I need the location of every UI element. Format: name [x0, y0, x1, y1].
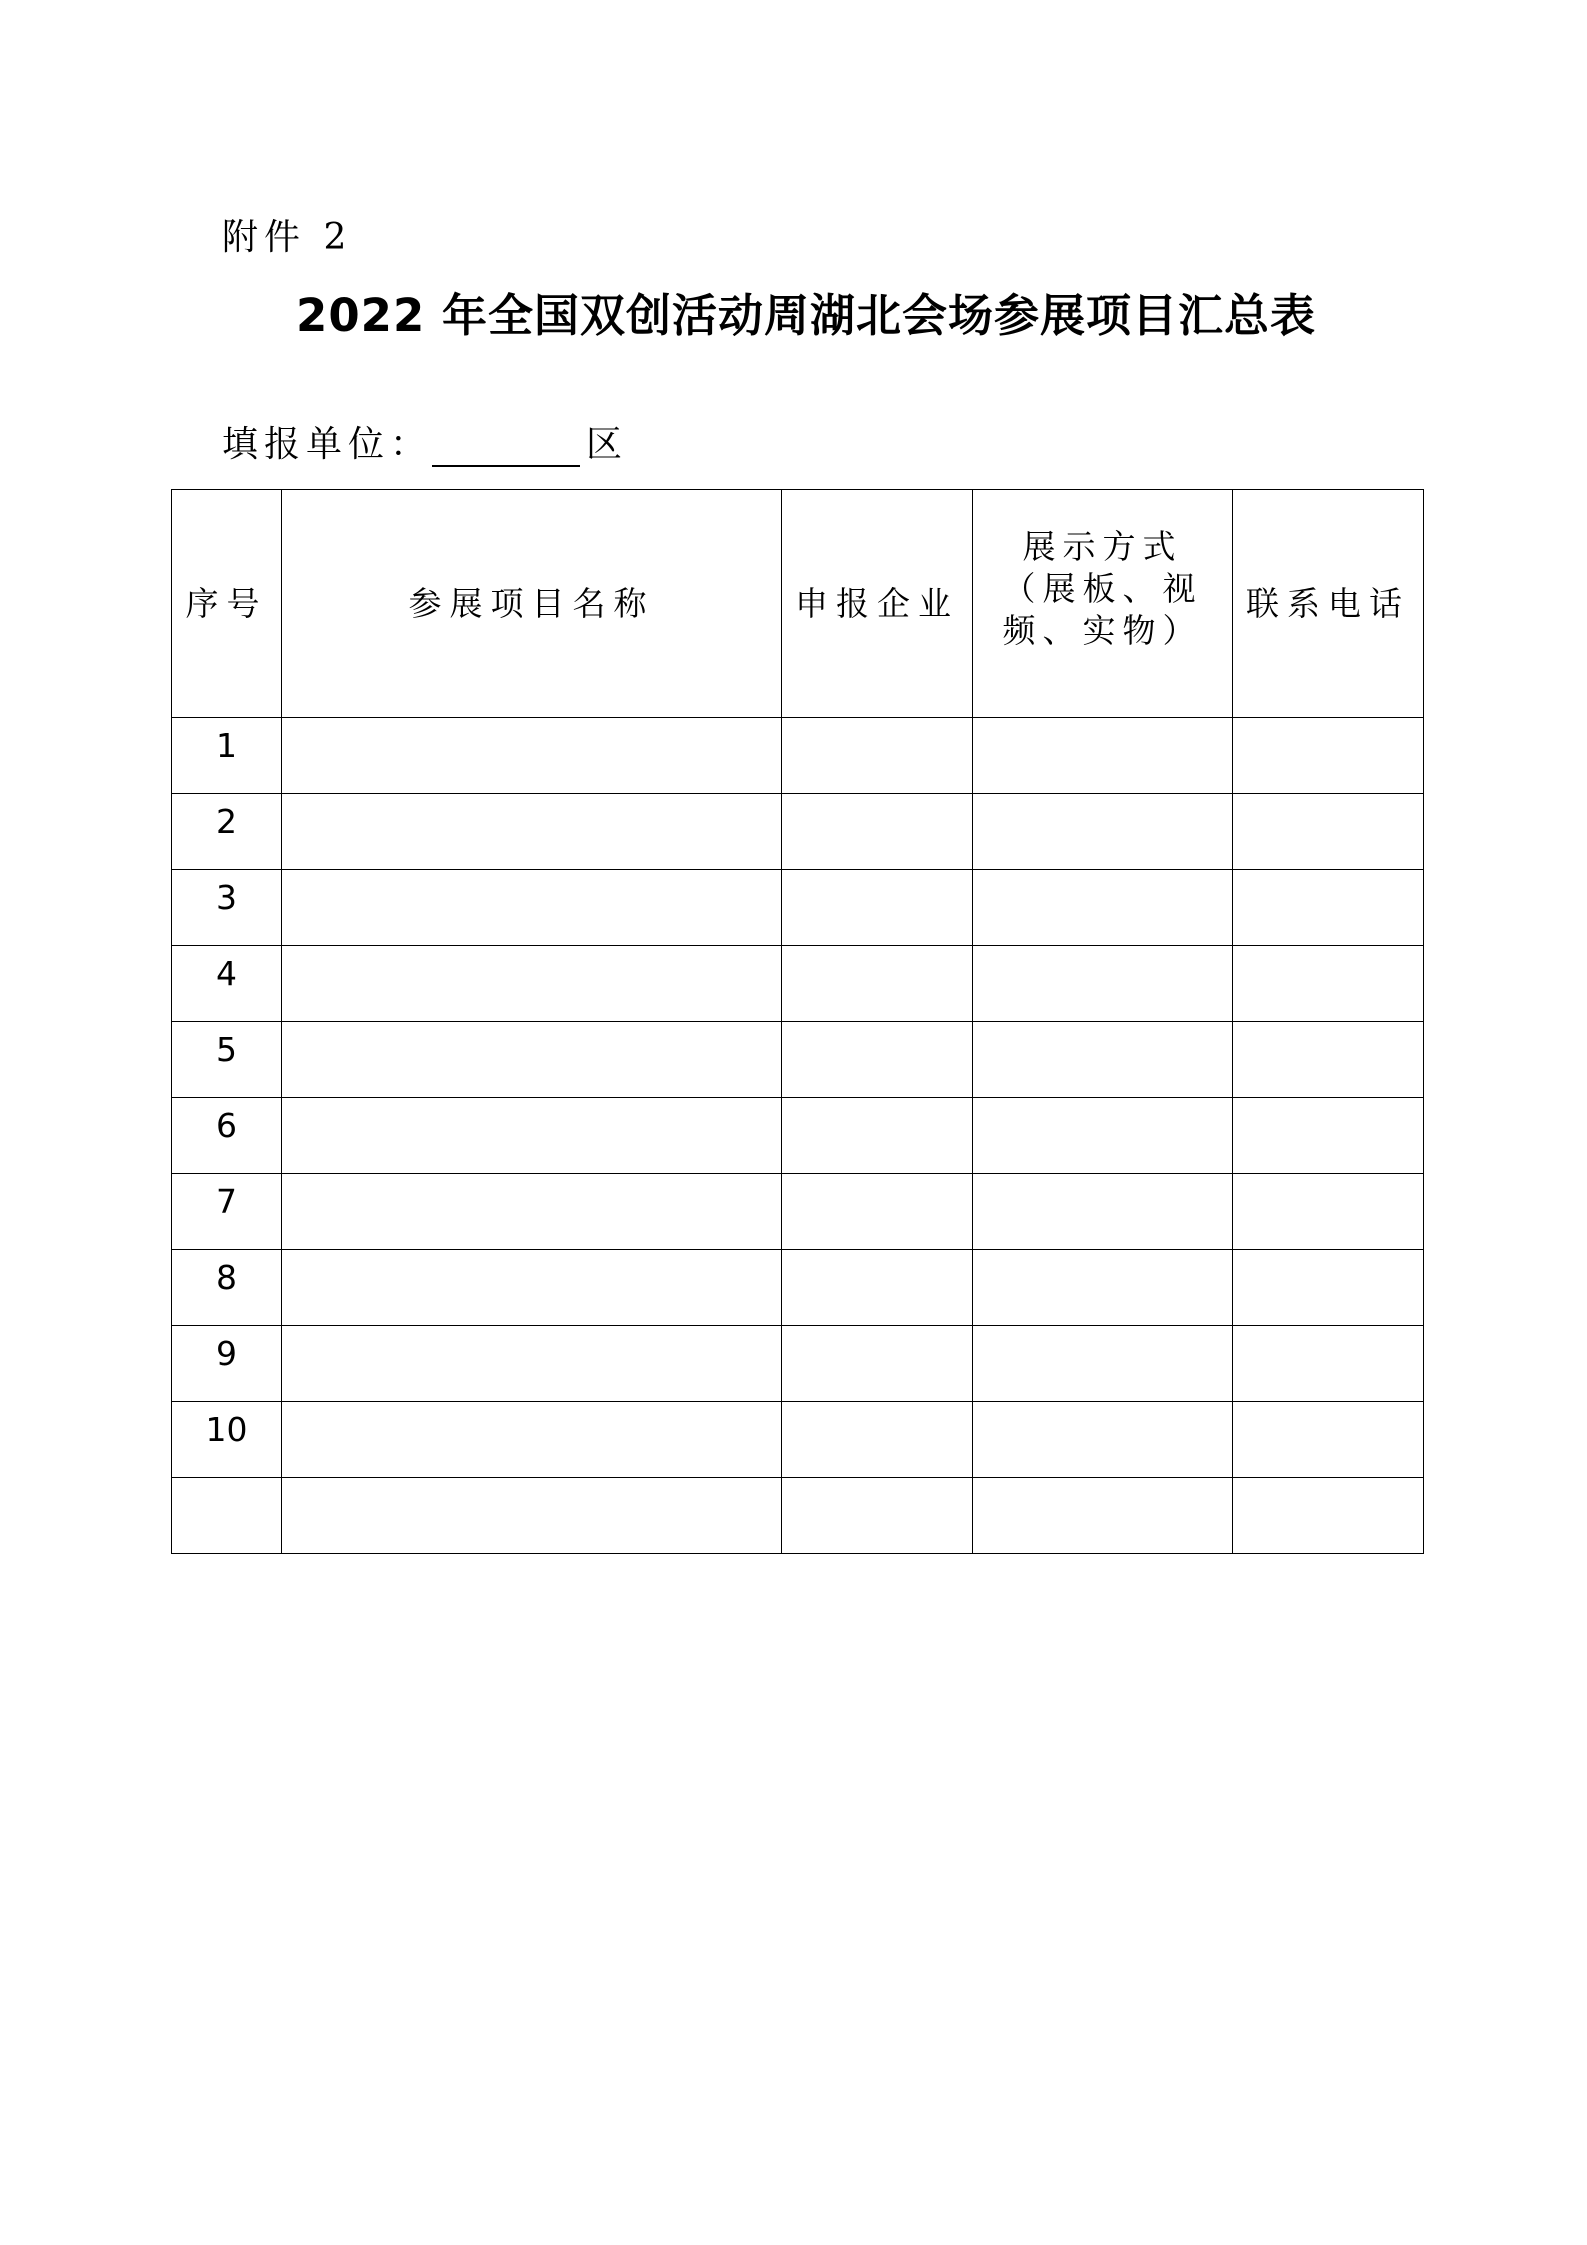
project-name-cell[interactable]	[282, 1098, 782, 1174]
table-header-row	[172, 490, 1424, 718]
project-name-cell[interactable]	[282, 946, 782, 1022]
table-row	[172, 1402, 1424, 1478]
seq-cell: 7	[172, 1174, 282, 1250]
table-row	[172, 1098, 1424, 1174]
table-row	[172, 1326, 1424, 1402]
attachment-label: 附件 2	[222, 217, 353, 258]
display-method-cell[interactable]	[973, 946, 1233, 1022]
applicant-cell[interactable]	[782, 1098, 973, 1174]
phone-cell[interactable]	[1233, 718, 1424, 794]
table-row	[172, 1478, 1424, 1554]
project-name-cell[interactable]	[282, 1174, 782, 1250]
seq-cell	[172, 1478, 282, 1554]
display-method-cell[interactable]	[973, 1402, 1233, 1478]
fill-unit-suffix: 区	[586, 424, 629, 465]
seq-cell: 5	[172, 1022, 282, 1098]
seq-cell: 3	[172, 870, 282, 946]
table-row	[172, 718, 1424, 794]
project-name-cell[interactable]	[282, 1326, 782, 1402]
applicant-cell[interactable]	[782, 718, 973, 794]
phone-cell[interactable]	[1233, 1478, 1424, 1554]
table-row	[172, 1250, 1424, 1326]
column-header-applicant: 申报企业	[782, 490, 973, 718]
seq-cell: 8	[172, 1250, 282, 1326]
display-method-cell[interactable]	[973, 1478, 1233, 1554]
document-title: 2022 年全国双创活动周湖北会场参展项目汇总表	[296, 289, 1316, 342]
phone-cell[interactable]	[1233, 794, 1424, 870]
phone-cell[interactable]	[1233, 1098, 1424, 1174]
fill-unit-blank[interactable]	[432, 423, 580, 467]
project-name-cell[interactable]	[282, 794, 782, 870]
seq-cell: 4	[172, 946, 282, 1022]
table-row	[172, 946, 1424, 1022]
table-row	[172, 870, 1424, 946]
project-name-cell[interactable]	[282, 1250, 782, 1326]
applicant-cell[interactable]	[782, 1022, 973, 1098]
table-row	[172, 1174, 1424, 1250]
column-header-project-name: 参展项目名称	[282, 490, 782, 718]
display-method-cell[interactable]	[973, 1098, 1233, 1174]
project-name-cell[interactable]	[282, 1022, 782, 1098]
display-method-cell[interactable]	[973, 1326, 1233, 1402]
seq-cell: 1	[172, 718, 282, 794]
phone-cell[interactable]	[1233, 1174, 1424, 1250]
seq-cell: 2	[172, 794, 282, 870]
project-name-cell[interactable]	[282, 718, 782, 794]
applicant-cell[interactable]	[782, 1402, 973, 1478]
applicant-cell[interactable]	[782, 794, 973, 870]
seq-cell: 9	[172, 1326, 282, 1402]
project-name-cell[interactable]	[282, 1402, 782, 1478]
table-row	[172, 794, 1424, 870]
display-method-cell[interactable]	[973, 794, 1233, 870]
display-method-cell[interactable]	[973, 718, 1233, 794]
display-method-cell[interactable]	[973, 1022, 1233, 1098]
applicant-cell[interactable]	[782, 946, 973, 1022]
display-method-cell[interactable]	[973, 1174, 1233, 1250]
column-header-seq: 序号	[172, 490, 282, 718]
phone-cell[interactable]	[1233, 1402, 1424, 1478]
applicant-cell[interactable]	[782, 1250, 973, 1326]
applicant-cell[interactable]	[782, 1478, 973, 1554]
phone-cell[interactable]	[1233, 1250, 1424, 1326]
seq-cell: 6	[172, 1098, 282, 1174]
phone-cell[interactable]	[1233, 1022, 1424, 1098]
column-header-phone: 联系电话	[1233, 490, 1424, 718]
applicant-cell[interactable]	[782, 870, 973, 946]
project-name-cell[interactable]	[282, 870, 782, 946]
seq-cell: 10	[172, 1402, 282, 1478]
applicant-cell[interactable]	[782, 1174, 973, 1250]
phone-cell[interactable]	[1233, 870, 1424, 946]
display-method-cell[interactable]	[973, 870, 1233, 946]
summary-table	[171, 489, 1424, 1554]
fill-unit-line	[222, 417, 628, 473]
phone-cell[interactable]	[1233, 946, 1424, 1022]
phone-cell[interactable]	[1233, 1326, 1424, 1402]
project-name-cell[interactable]	[282, 1478, 782, 1554]
display-method-cell[interactable]	[973, 1250, 1233, 1326]
column-header-display-method: 展示方式（展板、视频、实物）	[973, 490, 1233, 718]
fill-unit-label: 填报单位：	[222, 424, 433, 465]
table-row	[172, 1022, 1424, 1098]
applicant-cell[interactable]	[782, 1326, 973, 1402]
